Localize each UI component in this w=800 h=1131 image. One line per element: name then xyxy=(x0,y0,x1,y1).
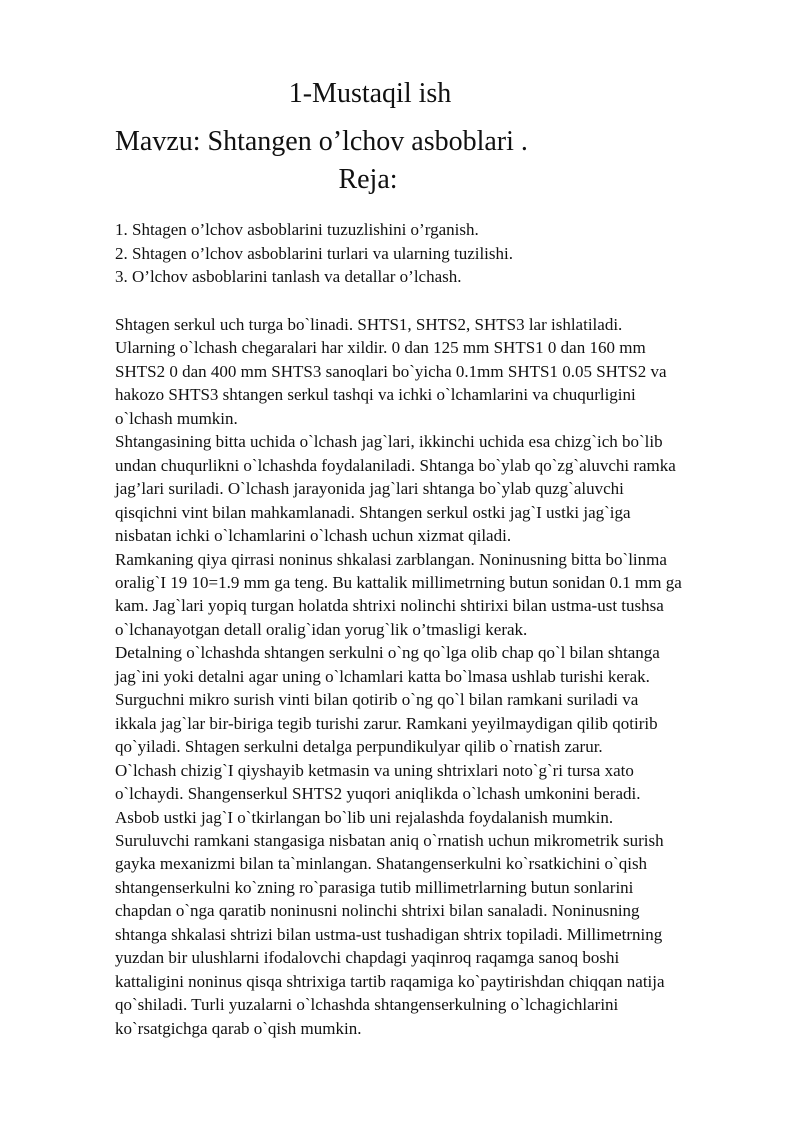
body-line: o`lchaydi. Shangenserkul SHTS2 yuqori aniqlikda o`lchash umkonini beradi. xyxy=(115,784,641,804)
body-line: Shtagen serkul uch turga bo`linadi. SHTS1, SHTS2, SHTS3 lar ishlatiladi. xyxy=(115,315,623,334)
body-line: ikkala jag`lar bir-biriga tegib turishi zarur. Ramkani yeyilmaydigan qilib qotirib xyxy=(115,713,658,733)
body-line: chapdan o`nga qaratib noninusni nolinchi shtrixi bilan sanaladi. Noninusning xyxy=(115,901,640,921)
plan-list xyxy=(115,218,755,289)
body-line: nisbatan ichki o`lchamlarini o`lchash uchun xizmat qiladi. xyxy=(115,526,512,546)
body-line: Detalning o`lchashda shtangen serkulni o`ng qo`lga olib chap qo`l bilan shtanga xyxy=(115,643,660,663)
body-line: qo`yiladi. Shtagen serkulni detalga perpundikulyar qilib o`rnatish zarur. xyxy=(115,737,603,757)
plan-heading: Reja: xyxy=(338,164,398,195)
body-line: gayka mexanizmi bilan ta`minlangan. Shatangenserkulni ko`rsatkichini o`qish xyxy=(115,854,648,874)
plan-item: 3. O’lchov asboblarini tanlash va detallar o’lchash. xyxy=(115,267,462,286)
body-line: Surguchni mikro surish vinti bilan qotirib o`ng qo`l bilan ramkani suriladi va xyxy=(115,690,639,710)
document-title: 1-Mustaqil ish xyxy=(288,78,452,109)
body-line: yuzdan bir ulushlarni ifodalovchi chapdagi yaqinroq raqamga sanoq boshi xyxy=(115,948,620,968)
body-line: hakozo SHTS3 shtangen serkul tashqi va ichki o`lchamlarini va chuqurligini xyxy=(115,385,636,405)
body-line: Shtangasining bitta uchida o`lchash jag`lari, ikkinchi uchida esa chizg`ich bo`lib xyxy=(115,432,663,452)
body-line: Ramkaning qiya qirrasi noninus shkalasi zarblangan. Noninusning bitta bo`linma xyxy=(115,549,667,569)
body-line: oralig`I 19 10=1.9 mm ga teng. Bu kattalik millimetrning butun sonidan 0.1 mm ga xyxy=(115,572,682,592)
body-text xyxy=(115,313,765,1040)
body-line: jag’lari suriladi. O`lchash jarayonida jag`lari shtanga bo`ylab quzg`aluvchi xyxy=(115,479,624,499)
body-line: undan chuqurlikni o`lchashda foydalaniladi. Shtanga bo`ylab qo`zg`aluvchi ramka xyxy=(115,455,676,475)
topic-heading: Mavzu: Shtangen o’lchov asboblari . xyxy=(115,126,528,157)
body-line: kattaligini noninus qisqa shtrixiga tartib raqamiga ko`paytirishdan chiqqan natija xyxy=(115,971,665,991)
body-line: O`lchash chizig`I qiyshayib ketmasin va uning shtrixlari noto`g`ri tursa xato xyxy=(115,760,634,780)
body-line: SHTS2 0 dan 400 mm SHTS3 sanoqlari bo`yicha 0.1mm SHTS1 0.05 SHTS2 va xyxy=(115,361,667,381)
body-line: qo`shiladi. Turli yuzalarni o`lchashda shtangenserkulning o`lchagichlarini xyxy=(115,995,619,1015)
body-line: qisqichni vint bilan mahkamlanadi. Shtangen serkul ostki jag`I ustki jag`iga xyxy=(115,502,631,522)
body-line: ko`rsatgichga qarab o`qish mumkin. xyxy=(115,1018,362,1038)
body-line: shtangenserkulni ko`zning ro`parasiga tutib millimetrlarning butun sonlarini xyxy=(115,877,634,897)
body-line: shtanga shkalasi shtrizi bilan ustma-ust tushadigan shtrix topiladi. Millimetrning xyxy=(115,924,663,944)
body-line: kam. Jag`lari yopiq turgan holatda shtrixi nolinchi shtirixi bilan ustma-ust tushsa xyxy=(115,596,664,616)
plan-item: 2. Shtagen o’lchov asboblarini turlari va ularning tuzilishi. xyxy=(115,243,513,263)
body-line: o`lchanayotgan detall oralig`idan yorug`lik o’tmasligi kerak. xyxy=(115,619,528,639)
body-line: Suruluvchi ramkani stangasiga nisbatan aniq o`rnatish uchun mikrometrik surish xyxy=(115,830,664,850)
body-line: jag`ini yoki detalni agar uning o`lchamlari katta bo`lmasa ushlab turishi kerak. xyxy=(115,666,650,686)
body-line: o`lchash mumkin. xyxy=(115,408,238,428)
body-line: Ularning o`lchash chegaralari har xildir. 0 dan 125 mm SHTS1 0 dan 160 mm xyxy=(115,338,646,358)
plan-item: 1. Shtagen o’lchov asboblarini tuzuzlishini o’rganish. xyxy=(115,220,479,239)
body-line: Asbob ustki jag`I o`tkirlangan bo`lib uni rejalashda foydalanish mumkin. xyxy=(115,807,614,827)
